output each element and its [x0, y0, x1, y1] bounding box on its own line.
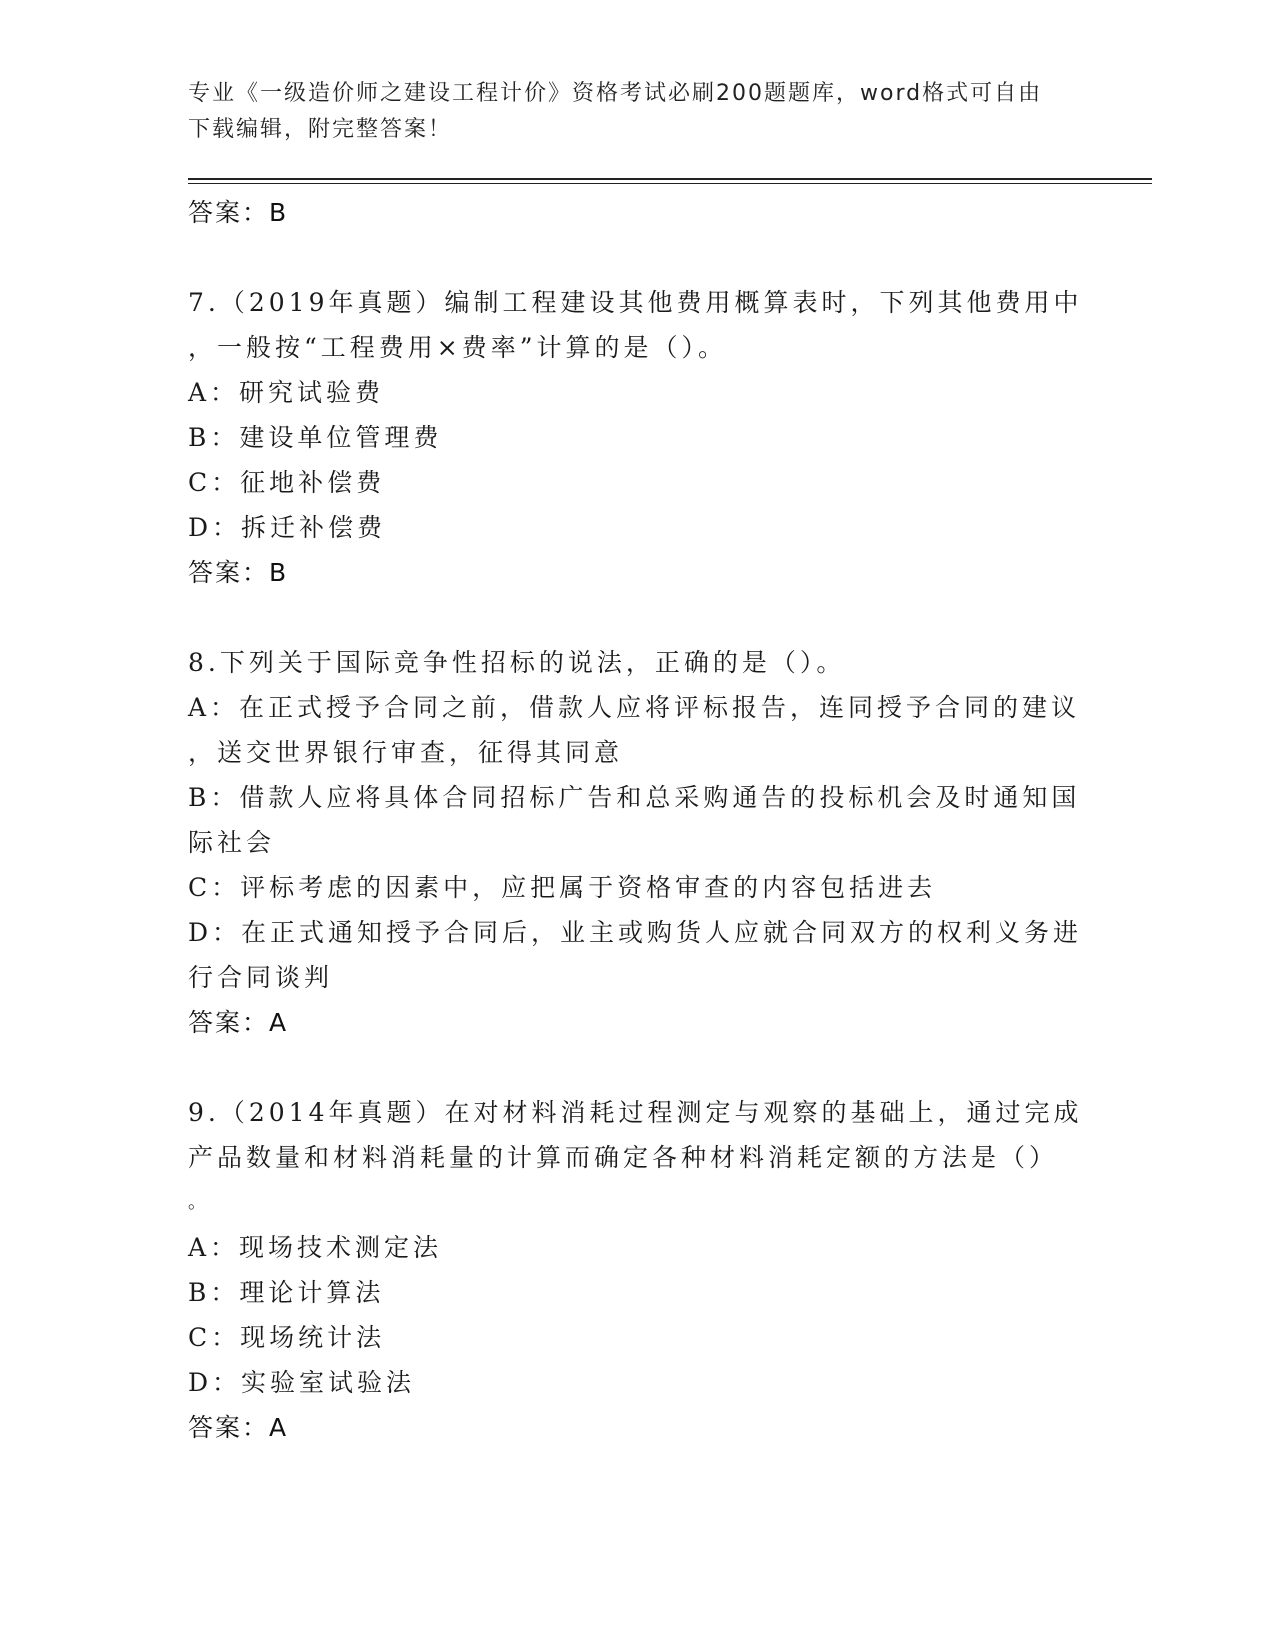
option-c: C：评标考虑的因素中，应把属于资格审查的内容包括进去 — [188, 873, 937, 902]
header-divider — [188, 178, 1152, 184]
document-header — [188, 76, 1088, 148]
question-block — [188, 640, 1088, 1045]
option-b-continued: 际社会 — [188, 828, 276, 857]
question-list — [188, 190, 1088, 1450]
question-stem: 产品数量和材料消耗量的计算而确定各种材料消耗定额的方法是（） — [188, 1143, 1059, 1172]
answer-line: 答案：A — [188, 1008, 289, 1037]
option-d-continued: 行合同谈判 — [188, 963, 334, 992]
option-b: B：理论计算法 — [188, 1278, 385, 1307]
answer-line: 答案：B — [188, 558, 289, 587]
question-stem: 8.下列关于国际竞争性招标的说法，正确的是（）。 — [188, 648, 846, 677]
header-line-2: 下载编辑，附完整答案！ — [188, 117, 453, 142]
spacer — [188, 235, 1088, 280]
option-a: A：在正式授予合同之前，借款人应将评标报告，连同授予合同的建议 — [188, 693, 1081, 722]
option-a-continued: ，送交世界银行审查，征得其同意 — [188, 738, 624, 767]
question-block — [188, 1090, 1088, 1450]
spacer — [188, 595, 1088, 640]
question-stem: 9.（2014年真题）在对材料消耗过程测定与观察的基础上，通过完成 — [188, 1098, 1083, 1127]
answer-line: 答案：A — [188, 1413, 289, 1442]
question-stem: ，一般按“工程费用×费率”计算的是（）。 — [188, 333, 728, 362]
option-d: D：实验室试验法 — [188, 1368, 416, 1397]
option-b: B：借款人应将具体合同招标广告和总采购通告的投标机会及时通知国 — [188, 783, 1081, 812]
question-stem: 7.（2019年真题）编制工程建设其他费用概算表时，下列其他费用中 — [188, 288, 1083, 317]
question-block — [188, 280, 1088, 595]
spacer — [188, 1045, 1088, 1090]
option-c: C：征地补偿费 — [188, 468, 386, 497]
option-d: D：在正式通知授予合同后，业主或购货人应就合同双方的权利义务进 — [188, 918, 1083, 947]
option-c: C：现场统计法 — [188, 1323, 386, 1352]
question-stem: 。 — [188, 1192, 210, 1213]
option-b: B：建设单位管理费 — [188, 423, 443, 452]
answer-line: 答案：B — [188, 198, 289, 227]
option-d: D：拆迁补偿费 — [188, 513, 387, 542]
option-a: A：研究试验费 — [188, 378, 385, 407]
header-line-1: 专业《一级造价师之建设工程计价》资格考试必刷200题题库，word格式可自由 — [188, 81, 1043, 106]
option-a: A：现场技术测定法 — [188, 1233, 443, 1262]
